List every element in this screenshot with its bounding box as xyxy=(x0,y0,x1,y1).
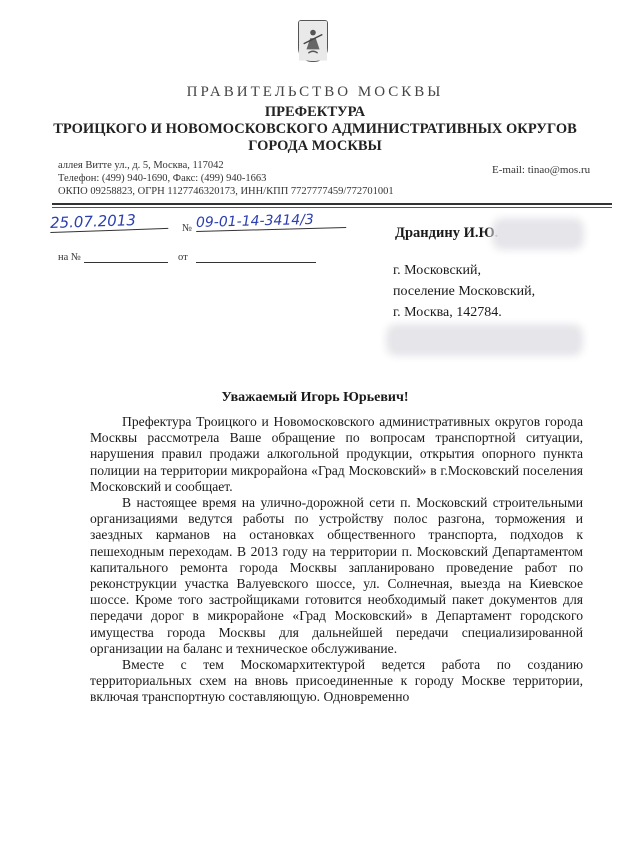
recipient-address-line: г. Московский, xyxy=(393,263,481,278)
redacted-area xyxy=(392,330,577,350)
address-line: аллея Витте ул., д. 5, Москва, 117042 xyxy=(58,160,224,171)
reference-label: на № xyxy=(58,252,81,263)
moscow-coat-of-arms-icon xyxy=(298,20,328,62)
prefecture-address xyxy=(58,159,394,198)
redacted-area xyxy=(498,224,578,244)
reference-from-label: от xyxy=(178,252,188,263)
salutation: Уважаемый Игорь Юрьевич! xyxy=(221,390,409,405)
recipient-address-line: г. Москва, 142784. xyxy=(393,305,502,320)
body-paragraph: В настоящее время на улично-дорожной сети п. Московский строительными организациями ведутся работы по устройству полос разгона, торможения и заездных карманов на остановках общественного транспорта, подходов к пешеходным переходам. В 2013 году на территории п. Московский Департаментом капитального ремонта города Москвы запланировано проведение работ по реконструкции участка Валуевского шоссе, ул. Солнечная, выезда на Киевское шоссе. Кроме того застройщиками готовится необходимый пакет документов для передачи дорог в микрорайоне «Град Московский» в Департамент городского имущества города Москвы для дальнейшей передачи специализированной организации на баланс и техническое обслуживание. xyxy=(90,495,583,656)
government-title: ПРАВИТЕЛЬСТВО МОСКВЫ xyxy=(186,84,444,100)
prefecture-line: ГОРОДА МОСКВЫ xyxy=(248,138,382,154)
prefecture-title xyxy=(0,104,630,155)
reference-number-blank xyxy=(84,262,168,263)
email: E-mail: tinao@mos.ru xyxy=(492,164,591,176)
prefecture-line: ТРОИЦКОГО И НОВОМОСКОВСКОГО АДМИНИСТРАТИВНЫХ ОКРУГОВ xyxy=(53,121,577,137)
header-divider xyxy=(52,203,612,205)
recipient-address xyxy=(393,260,535,323)
letter-date: 25.07.2013 xyxy=(50,210,169,233)
number-prefix: № xyxy=(182,223,193,234)
recipient-name: Драндину И.Ю. xyxy=(395,225,499,241)
phone-line: Телефон: (499) 940-1690, Факс: (499) 940-1663 xyxy=(58,173,267,184)
body-paragraph: Вместе с тем Москомархитектурой ведется работа по созданию территориальных схем на вновь присоединенные к городу Москве территории, включая транспортную составляющую. Одновременно xyxy=(90,657,583,705)
prefecture-line: ПРЕФЕКТУРА xyxy=(264,104,366,120)
registry-line: ОКПО 09258823, ОГРН 1127746320173, ИНН/КПП 7727777459/772701001 xyxy=(58,186,394,197)
letter-body xyxy=(90,414,583,706)
letter-number: 09-01-14-3414/3 xyxy=(196,211,346,232)
header-divider-thin xyxy=(52,207,612,208)
body-paragraph: Префектура Троицкого и Новомосковского административных округов города Москвы рассмотрела Ваше обращение по вопросам транспортной ситуации, нарушения правил продажи алкогольной продукции, открытия опорного пункта полиции на территории микрорайона «Град Московский» в г.Московский поселения Московский и сообщает. xyxy=(90,414,583,494)
reference-date-blank xyxy=(196,262,316,263)
recipient-address-line: поселение Московский, xyxy=(393,284,536,299)
